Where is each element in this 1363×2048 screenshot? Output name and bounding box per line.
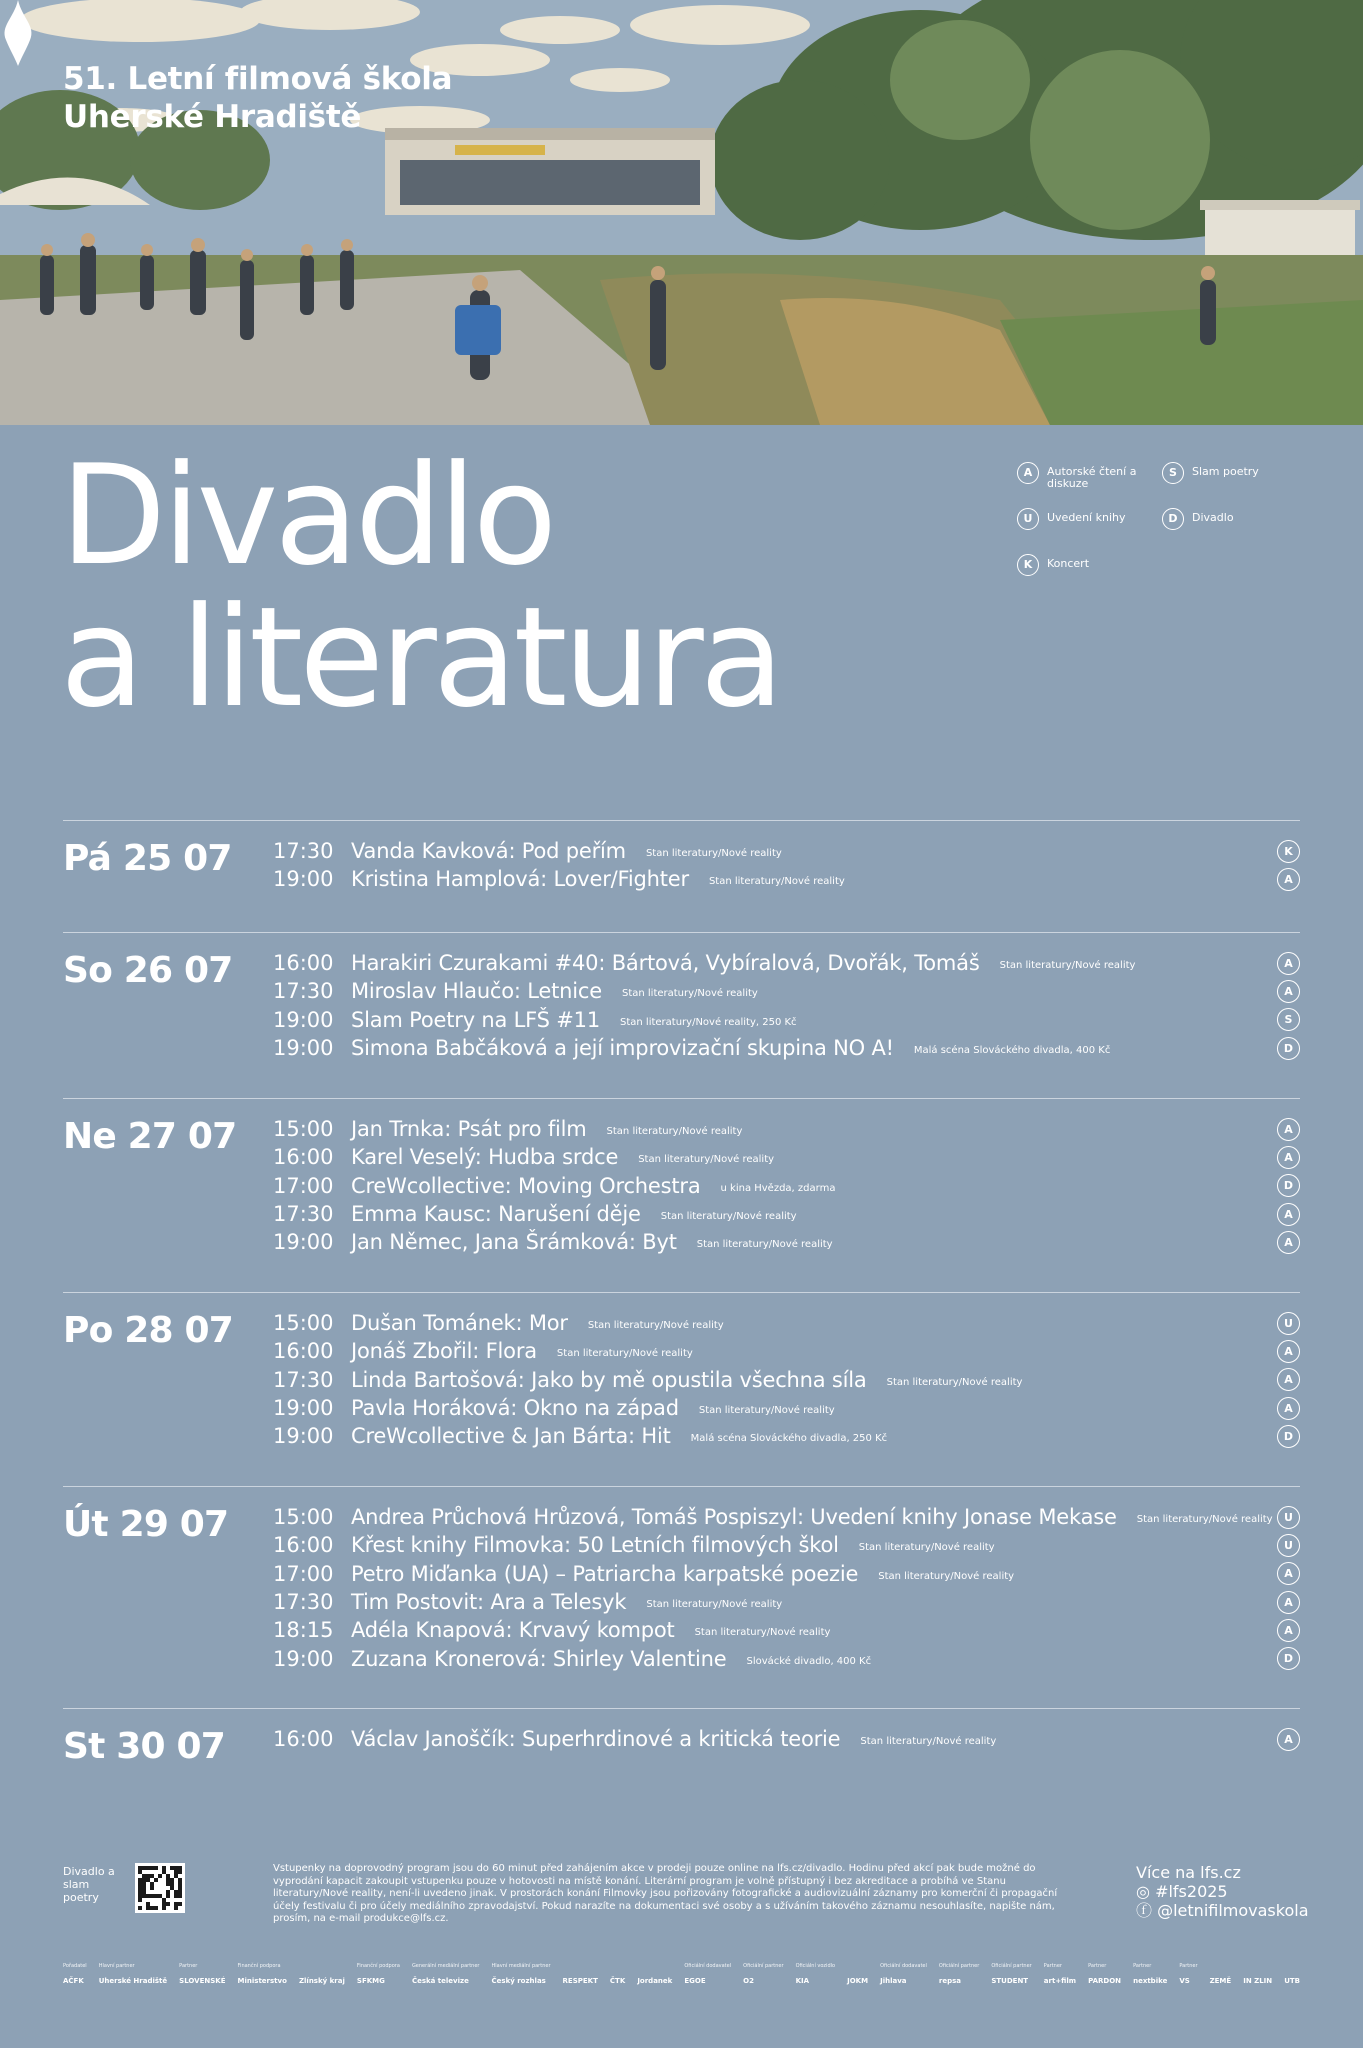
event-row[interactable] [273, 1115, 1300, 1143]
legend-badge: U [1017, 508, 1039, 530]
page-title-line1: Divadlo [60, 435, 554, 596]
sponsor-logo [796, 1963, 835, 1985]
event-title: Křest knihy Filmovka: 50 Letních filmových škol [351, 1533, 839, 1558]
event-row[interactable] [273, 1172, 1300, 1200]
website-link[interactable]: Více na lfs.cz [1136, 1863, 1241, 1882]
event-venue: Stan literatury/Nové reality [1136, 1514, 1273, 1526]
sponsor-mark: O2 [743, 1977, 754, 1985]
event-title: Miroslav Hlaučo: Letnice [351, 979, 602, 1004]
hashtag-row [1136, 1882, 1309, 1901]
sponsor-logo [299, 1963, 345, 1985]
event-time: 17:00 [273, 1173, 334, 1198]
event-row[interactable] [273, 1588, 1300, 1616]
event-row[interactable] [273, 1503, 1300, 1531]
legend-item-a [1017, 462, 1139, 490]
event-time: 19:00 [273, 1424, 334, 1449]
sponsor-caption: Finanční podpora [237, 1963, 281, 1969]
event-title: Karel Veselý: Hudba srdce [351, 1145, 619, 1170]
event-time: 16:00 [273, 1339, 334, 1364]
sponsor-caption: Hlavní partner [98, 1963, 135, 1969]
event-time: 18:15 [273, 1618, 334, 1643]
sponsor-mark: Jordanek [637, 1977, 673, 1985]
legend-item-d [1162, 508, 1284, 530]
sponsor-mark: PARDON [1088, 1977, 1122, 1985]
sponsor-mark: SFKMG [356, 1977, 385, 1985]
event-type-badge: A [1277, 952, 1300, 975]
sponsor-logo [637, 1963, 672, 1985]
sponsor-caption: Partner [1179, 1963, 1198, 1969]
sponsor-logo [939, 1963, 979, 1985]
event-type-badge: K [1277, 840, 1300, 863]
event-type-badge: D [1277, 1037, 1300, 1060]
event-type-badge: A [1277, 1118, 1300, 1141]
event-row[interactable] [273, 1531, 1300, 1559]
event-title: Tim Postovit: Ara a Telesyk [351, 1590, 627, 1615]
event-time: 17:30 [273, 1590, 334, 1615]
sponsor-caption: Oficiální dodavatel [880, 1963, 927, 1969]
footer-links [1136, 1863, 1309, 1920]
event-venue: Stan literatury/Nové reality [999, 960, 1136, 972]
day-block [63, 1486, 1300, 1708]
event-row[interactable] [273, 1644, 1300, 1672]
sponsor-mark: JOKM [847, 1977, 869, 1985]
event-type-badge: U [1277, 1506, 1300, 1529]
sponsor-mark: VS [1179, 1977, 1190, 1985]
sponsor-mark: repsa [938, 1977, 962, 1985]
event-list [273, 949, 1300, 1098]
event-title: Kristina Hamplová: Lover/Fighter [351, 867, 689, 892]
social-row [1136, 1901, 1309, 1920]
event-type-badge: A [1277, 1203, 1300, 1226]
sponsor-mark: AČFK [63, 1977, 84, 1985]
sponsor-logo [179, 1963, 225, 1985]
legend-item-u [1017, 508, 1139, 530]
event-title: Pavla Horáková: Okno na západ [351, 1396, 679, 1421]
sponsor-mark: EGOE [684, 1977, 706, 1985]
legend-label: Divadlo [1192, 511, 1234, 524]
sponsor-caption: Finanční podpora [356, 1963, 400, 1969]
sponsor-logo [99, 1963, 167, 1985]
qr-pattern [138, 1866, 182, 1910]
event-title: Jonáš Zbořil: Flora [351, 1339, 537, 1364]
sponsor-mark: ČTK [609, 1977, 626, 1985]
legend-badge: K [1017, 554, 1039, 576]
event-venue: Stan literatury/Nové reality, 250 Kč [620, 1016, 797, 1028]
page-title-line2: a literatura [60, 577, 781, 738]
sponsor-logo [610, 1963, 625, 1985]
sponsor-logo [743, 1963, 783, 1985]
legend-label: Autorské čtení a diskuze [1047, 465, 1137, 490]
event-title: CreWcollective: Moving Orchestra [351, 1173, 701, 1198]
sponsor-mark: IN ZLIN [1243, 1977, 1273, 1985]
instagram-icon: ◎ [1136, 1882, 1150, 1901]
event-time: 16:00 [273, 1727, 334, 1752]
event-venue: Stan literatury/Nové reality [886, 1376, 1023, 1388]
sponsor-caption: Oficiální vozidlo [795, 1963, 836, 1969]
sponsor-mark: Jihlava [880, 1977, 907, 1985]
event-time: 17:30 [273, 979, 334, 1004]
sponsor-caption: Pořadatel [63, 1963, 87, 1969]
sponsor-logo [1210, 1963, 1232, 1985]
event-title: Harakiri Czurakami #40: Bártová, Vybíralová, Dvořák, Tomáš [351, 951, 980, 976]
event-title: CreWcollective & Jan Bárta: Hit [351, 1424, 671, 1449]
event-title: Zuzana Kronerová: Shirley Valentine [351, 1646, 727, 1671]
event-venue: Stan literatury/Nové reality [694, 1627, 831, 1639]
sponsor-logo [684, 1963, 731, 1985]
event-venue: Stan literatury/Nové reality [696, 1239, 833, 1251]
event-title: Andrea Průchová Hrůzová, Tomáš Pospiszyl: Uvedení knihy Jonase Mekase [351, 1505, 1117, 1530]
event-venue: Stan literatury/Nové reality [638, 1154, 775, 1166]
event-title: Václav Janoščík: Superhrdinové a kritická teorie [351, 1727, 841, 1752]
event-type-badge: A [1277, 1231, 1300, 1254]
event-venue: Stan literatury/Nové reality [708, 876, 845, 888]
event-venue: Stan literatury/Nové reality [556, 1348, 693, 1360]
qr-code[interactable] [135, 1863, 185, 1913]
event-type-badge: A [1277, 1728, 1300, 1751]
hero-illustration [0, 0, 1363, 425]
festival-title-line2: Uherské Hradiště [63, 99, 362, 135]
event-time: 17:00 [273, 1561, 334, 1586]
event-type-badge: A [1277, 868, 1300, 891]
sponsor-logo [563, 1963, 598, 1985]
sponsor-logo [1088, 1963, 1121, 1985]
day-label: Po 28 07 [63, 1310, 233, 1351]
event-time: 17:30 [273, 1367, 334, 1392]
event-type-badge: D [1277, 1647, 1300, 1670]
event-venue: Stan literatury/Nové reality [646, 1599, 783, 1611]
event-venue: Stan literatury/Nové reality [860, 1736, 997, 1748]
event-title: Jan Trnka: Psát pro film [351, 1117, 587, 1142]
event-row[interactable] [273, 1725, 1300, 1753]
sponsor-mark: Uherské Hradiště [98, 1977, 168, 1985]
social-handle[interactable]: @letnifilmovaskola [1157, 1901, 1309, 1920]
sponsor-logo [357, 1963, 400, 1985]
event-venue: Stan literatury/Nové reality [858, 1542, 995, 1554]
event-title: Jan Němec, Jana Šrámková: Byt [351, 1230, 677, 1255]
event-type-badge: U [1277, 1534, 1300, 1557]
event-type-badge: A [1277, 1619, 1300, 1642]
sponsor-logo [238, 1963, 287, 1985]
sponsor-mark: Ministerstvo [237, 1977, 287, 1985]
event-time: 16:00 [273, 951, 334, 976]
event-row[interactable] [273, 949, 1300, 977]
event-title: Adéla Knapová: Krvavý kompot [351, 1618, 675, 1643]
event-venue: Malá scéna Slováckého divadla, 400 Kč [913, 1045, 1111, 1057]
sponsor-mark: ZEMĚ [1209, 1977, 1232, 1985]
event-row[interactable] [273, 1006, 1300, 1034]
event-time: 19:00 [273, 867, 334, 892]
event-row[interactable] [273, 1394, 1300, 1422]
legend-badge: S [1162, 462, 1184, 484]
sponsor-mark: Zlínský kraj [298, 1977, 345, 1985]
ticket-info-note: Vstupenky na doprovodný program jsou do 60 minut před zahájením akce v prodeji pouze online na lfs.cz/divadlo. Hodinu před akcí pak bude možné do vyprodání kapacit zakoupit vstupenku pouze v hotovosti na místě konání. Literární program je volně přístupný i bez akreditace a probíhá ve Stanu literatury/Nové reality, není-li uvedeno jinak. V prostorách konání Filmovky jsou pořizovány fotografické a audiovizuální záznamy pro komerční či propagační účely festivalu či pro účely mediálního zpravodajství. Pokud narazíte na dokumentaci své osoby a s užíváním takového záznamu nesouhlasíte, napište nám, prosím, na e-mail produkce@lfs.cz. [273, 1863, 1058, 1924]
sponsor-logo [63, 1963, 87, 1985]
event-venue: Stan literatury/Nové reality [878, 1570, 1015, 1582]
sponsor-caption: Hlavní mediální partner [491, 1963, 551, 1969]
event-row[interactable] [273, 837, 1300, 865]
event-type-badge: U [1277, 1312, 1300, 1335]
event-row[interactable] [273, 1422, 1300, 1450]
event-row[interactable] [273, 1560, 1300, 1588]
event-row[interactable] [273, 977, 1300, 1005]
sponsor-mark: SLOVENSKÉ [179, 1977, 226, 1985]
legend-badge: D [1162, 508, 1184, 530]
event-time: 19:00 [273, 1396, 334, 1421]
event-time: 19:00 [273, 1646, 334, 1671]
sponsor-mark: KIA [795, 1977, 810, 1985]
event-time: 17:30 [273, 1202, 334, 1227]
day-label: Pá 25 07 [63, 838, 232, 879]
event-row[interactable] [273, 1228, 1300, 1256]
sponsor-caption: Oficiální partner [743, 1963, 784, 1969]
hashtag-text[interactable]: #lfs2025 [1155, 1882, 1228, 1901]
event-time: 19:00 [273, 1007, 334, 1032]
festival-title [63, 60, 452, 136]
event-title: Dušan Tománek: Mor [351, 1311, 568, 1336]
schedule [63, 820, 1300, 1808]
legend-label: Uvedení knihy [1047, 511, 1126, 524]
event-time: 19:00 [273, 1036, 334, 1061]
event-venue: Stan literatury/Nové reality [587, 1320, 724, 1332]
event-time: 17:30 [273, 839, 334, 864]
event-time: 15:00 [273, 1505, 334, 1530]
event-row[interactable] [273, 865, 1300, 893]
day-label: Út 29 07 [63, 1504, 229, 1545]
event-row[interactable] [273, 1337, 1300, 1365]
event-list [273, 837, 1300, 932]
event-type-legend [1017, 462, 1317, 582]
event-title: Simona Babčáková a její improvizační skupina NO A! [351, 1036, 894, 1061]
event-title: Emma Kausc: Narušení děje [351, 1202, 641, 1227]
sponsor-mark: art+film [1043, 1977, 1077, 1985]
sponsor-logo [991, 1963, 1031, 1985]
event-time: 16:00 [273, 1145, 334, 1170]
sponsor-caption: Oficiální partner [991, 1963, 1032, 1969]
sponsor-caption: Partner [1088, 1963, 1107, 1969]
facebook-icon: ⓕ [1136, 1901, 1153, 1920]
event-row[interactable] [273, 1200, 1300, 1228]
event-venue: Stan literatury/Nové reality [621, 988, 758, 1000]
legend-item-s [1162, 462, 1284, 484]
sponsor-logo [880, 1963, 927, 1985]
festival-title-line1: 51. Letní filmová škola [63, 61, 453, 97]
event-type-badge: A [1277, 1146, 1300, 1169]
event-list [273, 1503, 1300, 1708]
day-block [63, 1098, 1300, 1292]
event-type-badge: A [1277, 1591, 1300, 1614]
sponsor-logo [492, 1963, 551, 1985]
sponsor-caption: Partner [1043, 1963, 1062, 1969]
event-venue: Slovácké divadlo, 400 Kč [746, 1655, 872, 1667]
event-title: Petro Miďanka (UA) – Patriarcha karpatské poezie [351, 1561, 859, 1586]
event-title: Linda Bartošová: Jako by mě opustila všechna síla [351, 1367, 867, 1392]
sponsor-mark: nextbike [1133, 1977, 1168, 1985]
event-venue: Malá scéna Slováckého divadla, 250 Kč [690, 1433, 888, 1445]
sponsor-logo [1179, 1963, 1197, 1985]
event-time: 15:00 [273, 1117, 334, 1142]
event-title: Slam Poetry na LFŠ #11 [351, 1007, 601, 1032]
event-venue: Stan literatury/Nové reality [606, 1126, 743, 1138]
legend-badge: A [1017, 462, 1039, 484]
sponsor-logo [412, 1963, 480, 1985]
event-time: 16:00 [273, 1533, 334, 1558]
day-label: St 30 07 [63, 1726, 225, 1767]
event-venue: Stan literatury/Nové reality [698, 1405, 835, 1417]
sponsor-caption: Partner [1133, 1963, 1152, 1969]
event-list [273, 1725, 1300, 1808]
sponsor-caption: Oficiální dodavatel [684, 1963, 732, 1969]
day-label: Ne 27 07 [63, 1116, 237, 1157]
event-row[interactable] [273, 1143, 1300, 1171]
legend-item-k [1017, 554, 1139, 576]
event-time: 19:00 [273, 1230, 334, 1255]
flame-drop-icon [0, 0, 36, 66]
sponsor-logo [1133, 1963, 1167, 1985]
day-block [63, 932, 1300, 1098]
qr-label: Divadlo a slam poetry [63, 1865, 115, 1904]
event-time: 15:00 [273, 1311, 334, 1336]
sponsor-mark: STUDENT [991, 1977, 1029, 1985]
page-title [60, 435, 781, 738]
sponsor-logo [847, 1963, 868, 1985]
sponsor-logo [1243, 1963, 1272, 1985]
event-row[interactable] [273, 1034, 1300, 1062]
event-type-badge: A [1277, 1340, 1300, 1363]
event-type-badge: D [1277, 1425, 1300, 1448]
event-type-badge: D [1277, 1174, 1300, 1197]
sponsor-logo [1284, 1963, 1300, 1985]
sponsor-mark: UTB [1284, 1977, 1300, 1985]
day-block [63, 820, 1300, 932]
event-venue: Stan literatury/Nové reality [660, 1211, 797, 1223]
event-type-badge: A [1277, 1368, 1300, 1391]
legend-label: Slam poetry [1192, 465, 1259, 478]
day-label: So 26 07 [63, 950, 233, 991]
sponsor-caption: Generální mediální partner [411, 1963, 480, 1969]
event-type-badge: A [1277, 980, 1300, 1003]
event-title: Vanda Kavková: Pod peřím [351, 839, 626, 864]
sponsor-logo [1044, 1963, 1076, 1985]
event-row[interactable] [273, 1366, 1300, 1394]
event-type-badge: A [1277, 1562, 1300, 1585]
event-venue: u kina Hvězda, zdarma [720, 1182, 836, 1194]
day-block [63, 1292, 1300, 1486]
event-type-badge: A [1277, 1397, 1300, 1420]
event-type-badge: S [1277, 1008, 1300, 1031]
sponsor-caption: Oficiální partner [938, 1963, 980, 1969]
sponsor-caption: Partner [179, 1963, 198, 1969]
event-row[interactable] [273, 1309, 1300, 1337]
event-venue: Stan literatury/Nové reality [645, 848, 782, 860]
sponsor-mark: Český rozhlas [491, 1977, 546, 1985]
event-row[interactable] [273, 1616, 1300, 1644]
day-block [63, 1708, 1300, 1808]
sponsor-mark: Česká televize [411, 1977, 469, 1985]
sponsor-strip [63, 1945, 1300, 1985]
legend-label: Koncert [1047, 557, 1090, 570]
event-list [273, 1309, 1300, 1486]
sponsor-mark: RESPEKT [562, 1977, 598, 1985]
event-list [273, 1115, 1300, 1292]
